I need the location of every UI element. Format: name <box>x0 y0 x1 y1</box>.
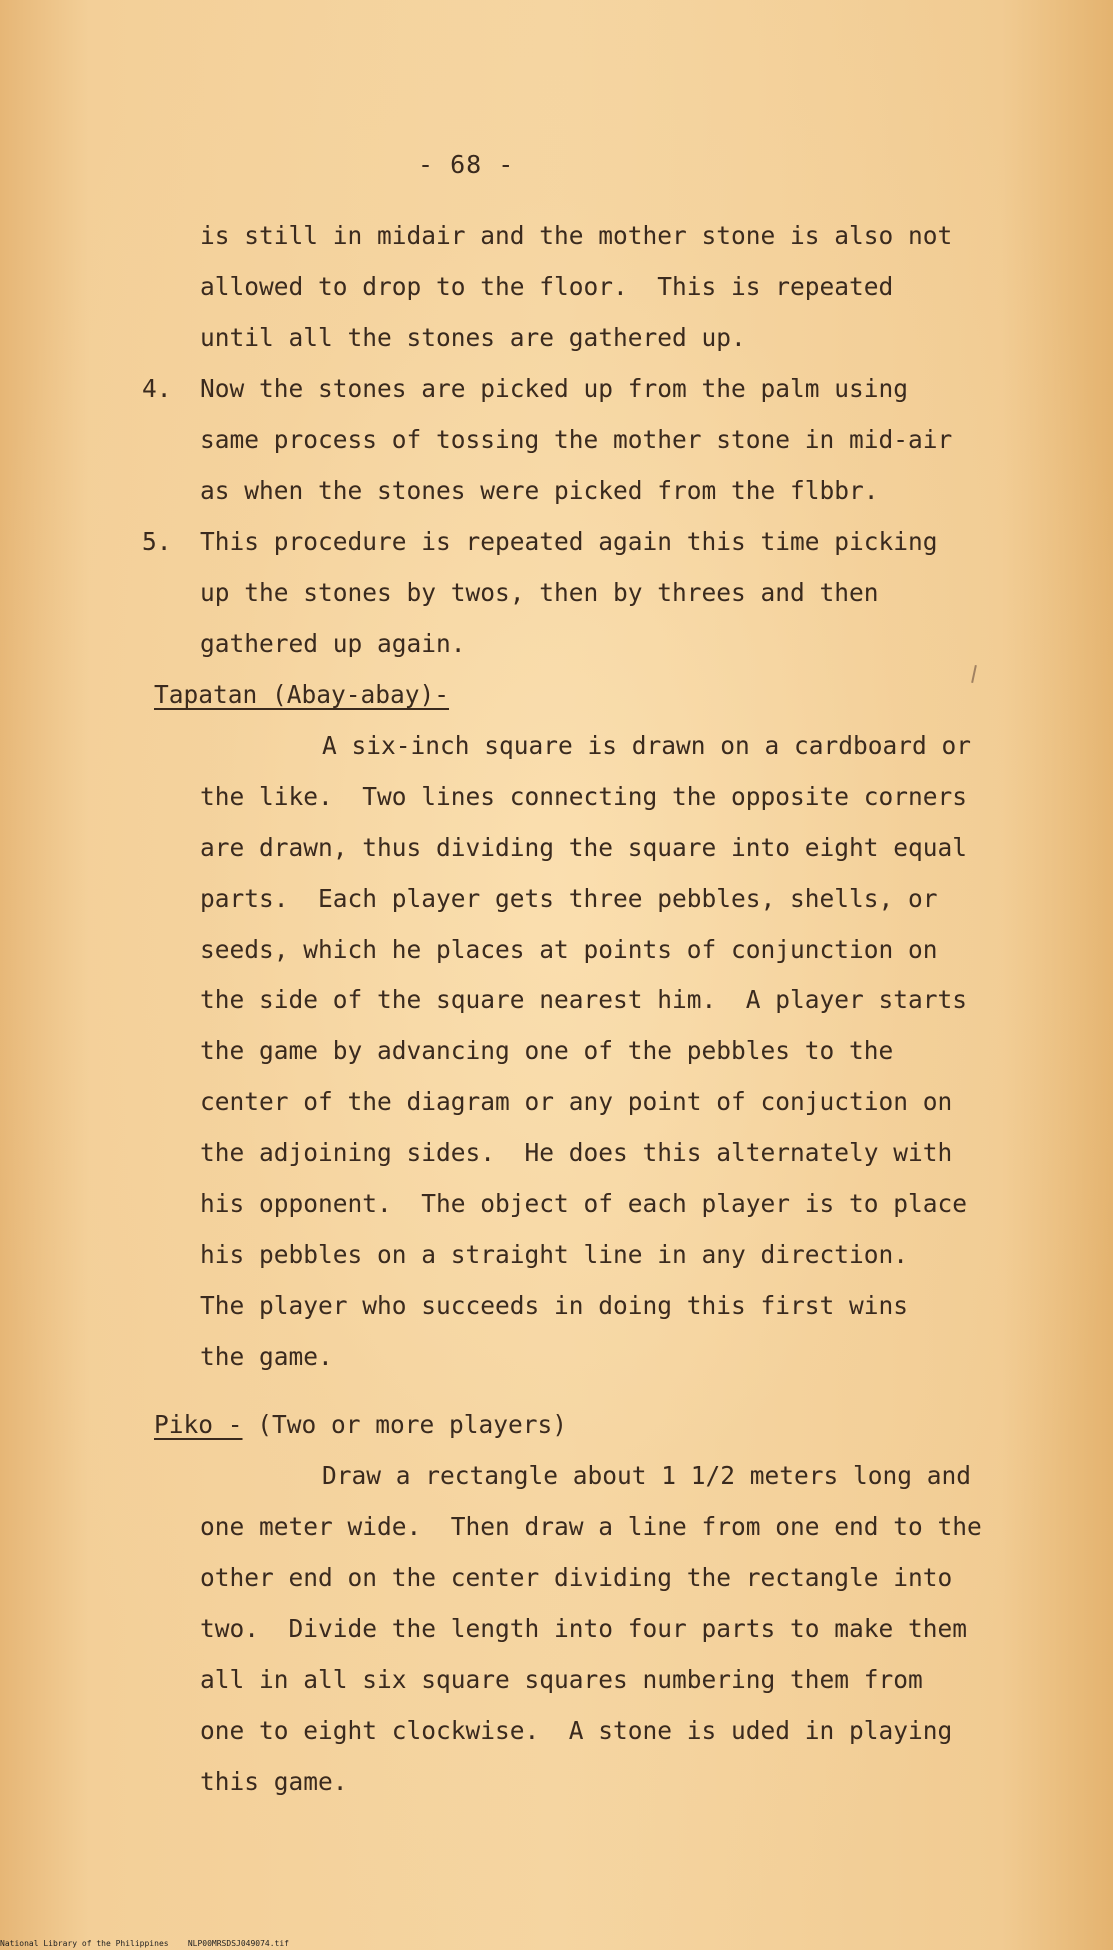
text-line: center of the diagram or any point of conjuction on <box>200 1087 953 1116</box>
text-line: other end on the center dividing the rectangle into <box>200 1563 953 1592</box>
text-line: his opponent. The object of each player is to place <box>200 1189 968 1218</box>
text-line: one to eight clockwise. A stone is uded in playing <box>200 1716 953 1745</box>
text-line: until all the stones are gathered up. <box>200 323 746 352</box>
text-line: all in all six square squares numbering them from <box>200 1665 923 1694</box>
text-line: the game by advancing one of the pebbles to the <box>200 1036 894 1065</box>
text-line: one meter wide. Then draw a line from one end to the <box>200 1512 982 1541</box>
text-line: Draw a rectangle about 1 1/2 meters long and <box>322 1461 972 1490</box>
scan-footer <box>0 1939 289 1948</box>
text-line: allowed to drop to the floor. This is repeated <box>200 272 894 301</box>
section-heading-piko <box>154 1410 568 1439</box>
text-line: up the stones by twos, then by threes and then <box>200 578 879 607</box>
text-line: his pebbles on a straight line in any direction. <box>200 1240 909 1269</box>
item-number-4: 4. <box>142 374 172 403</box>
text-line: This procedure is repeated again this time picking <box>200 527 938 556</box>
text-line: the like. Two lines connecting the opposite corners <box>200 782 968 811</box>
text-line: seeds, which he places at points of conjunction on <box>200 935 938 964</box>
text-line: the adjoining sides. He does this alternately with <box>200 1138 953 1167</box>
text-line: Now the stones are picked up from the palm using <box>200 374 909 403</box>
text-line: this game. <box>200 1767 348 1796</box>
pencil-mark <box>971 665 977 683</box>
text-line: gathered up again. <box>200 629 466 658</box>
text-line: same process of tossing the mother stone in mid-air <box>200 425 953 454</box>
text-line: parts. Each player gets three pebbles, shells, or <box>200 884 938 913</box>
piko-title: Piko - <box>154 1410 243 1439</box>
text-line: are drawn, thus dividing the square into eight equal <box>200 833 968 862</box>
footer-library: National Library of the Philippines <box>0 1939 169 1948</box>
section-heading-tapatan <box>154 680 450 709</box>
tapatan-title: Tapatan (Abay-abay)- <box>154 680 450 709</box>
page-number: - 68 - <box>418 150 515 179</box>
footer-file: NLP00MRSDSJ049074.tif <box>187 1939 289 1948</box>
text-line: is still in midair and the mother stone is also not <box>200 221 953 250</box>
text-line: The player who succeeds in doing this first wins <box>200 1291 909 1320</box>
item-number-5: 5. <box>142 527 172 556</box>
piko-players-note: (Two or more players) <box>257 1410 568 1439</box>
text-line: as when the stones were picked from the flbbr. <box>200 476 879 505</box>
text-line: two. Divide the length into four parts to make them <box>200 1614 968 1643</box>
text-line: the game. <box>200 1342 333 1371</box>
text-line: the side of the square nearest him. A player starts <box>200 985 968 1014</box>
text-line: A six-inch square is drawn on a cardboard or <box>322 731 972 760</box>
